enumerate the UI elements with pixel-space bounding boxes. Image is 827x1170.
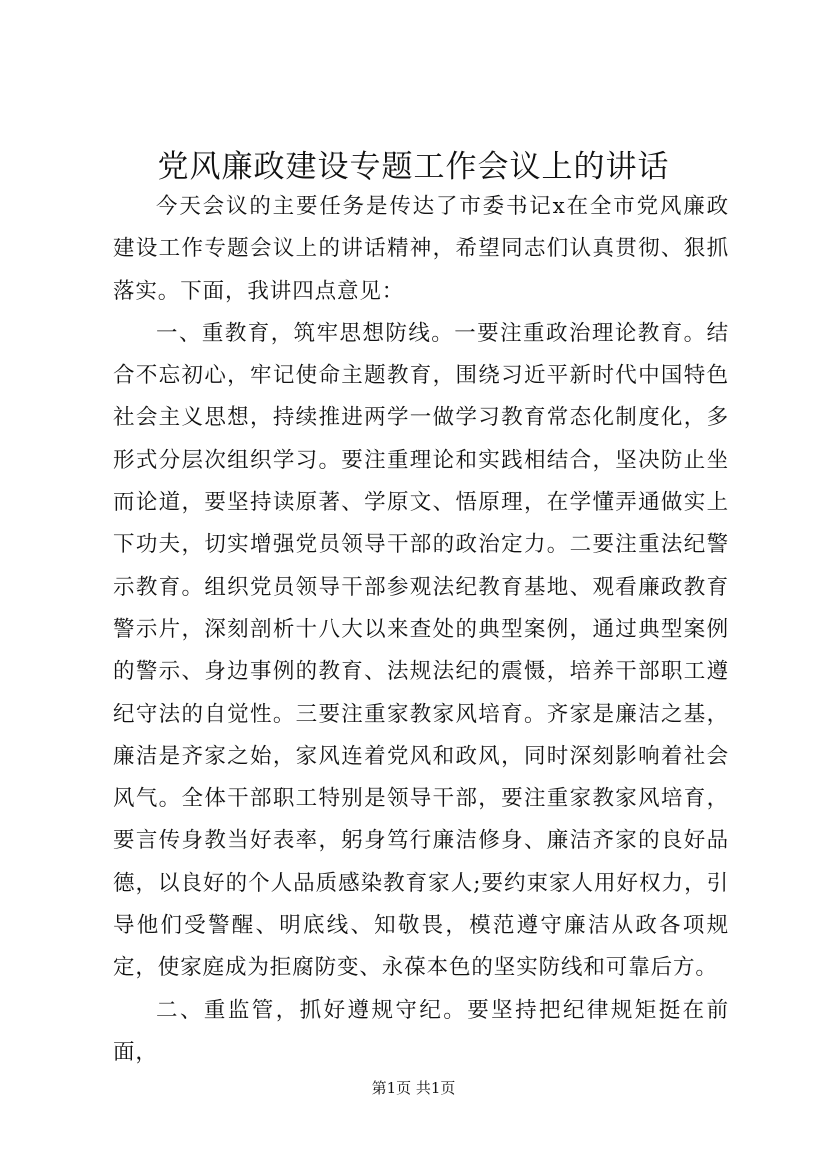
page-number-footer: 第1页 共1页 [371, 1079, 456, 1097]
paragraph-intro: 今天会议的主要任务是传达了市委书记x在全市党风廉政建设工作专题会议上的讲话精神，希望同志们认真贯彻、狠抓落实。下面，我讲四点意见： [113, 194, 729, 304]
paragraph-education: 一、重教育，筑牢思想防线。一要注重政治理论教育。结合不忘初心，牢记使命主题教育，围绕习近平新时代中国特色社会主义思想，持续推进两学一做学习教育常态化制度化，多形式分层次组织学习。要注重理论和实践相结合，坚决防止坐而论道，要坚持读原著、学原文、悟原理，在学懂弄通做实上下功夫，切实增强党员领导干部的政治定力。二要注重法纪警示教育。组织党员领导干部参观法纪教育基地、观看廉政教育警示片，深刻剖析十八大以来查处的典型案例，通过典型案例的警示、身边事例的教育、法规法纪的震慑，培养干部职工遵纪守法的自觉性。三要注重家教家风培育。齐家是廉洁之基，廉洁是齐家之始，家风连着党风和政风，同时深刻影响着社会风气。全体干部职工特别是领导干部，要注重家教家风培育，要言传身教当好表率，躬身笃行廉洁修身、廉洁齐家的良好品德，以良好的个人品质感染教育家人;要约束家人用好权力，引导他们受警醒、明底线、知敬畏，模范遵守廉洁从政各项规定，使家庭成为拒腐防变、永葆本色的坚实防线和可靠后方。 [113, 320, 729, 981]
paragraph-supervision: 二、重监管，抓好遵规守纪。要坚持把纪律规矩挺在前面， [113, 997, 729, 1065]
document-body [113, 186, 729, 1074]
document-title: 党风廉政建设专题工作会议上的讲话 [157, 149, 670, 185]
